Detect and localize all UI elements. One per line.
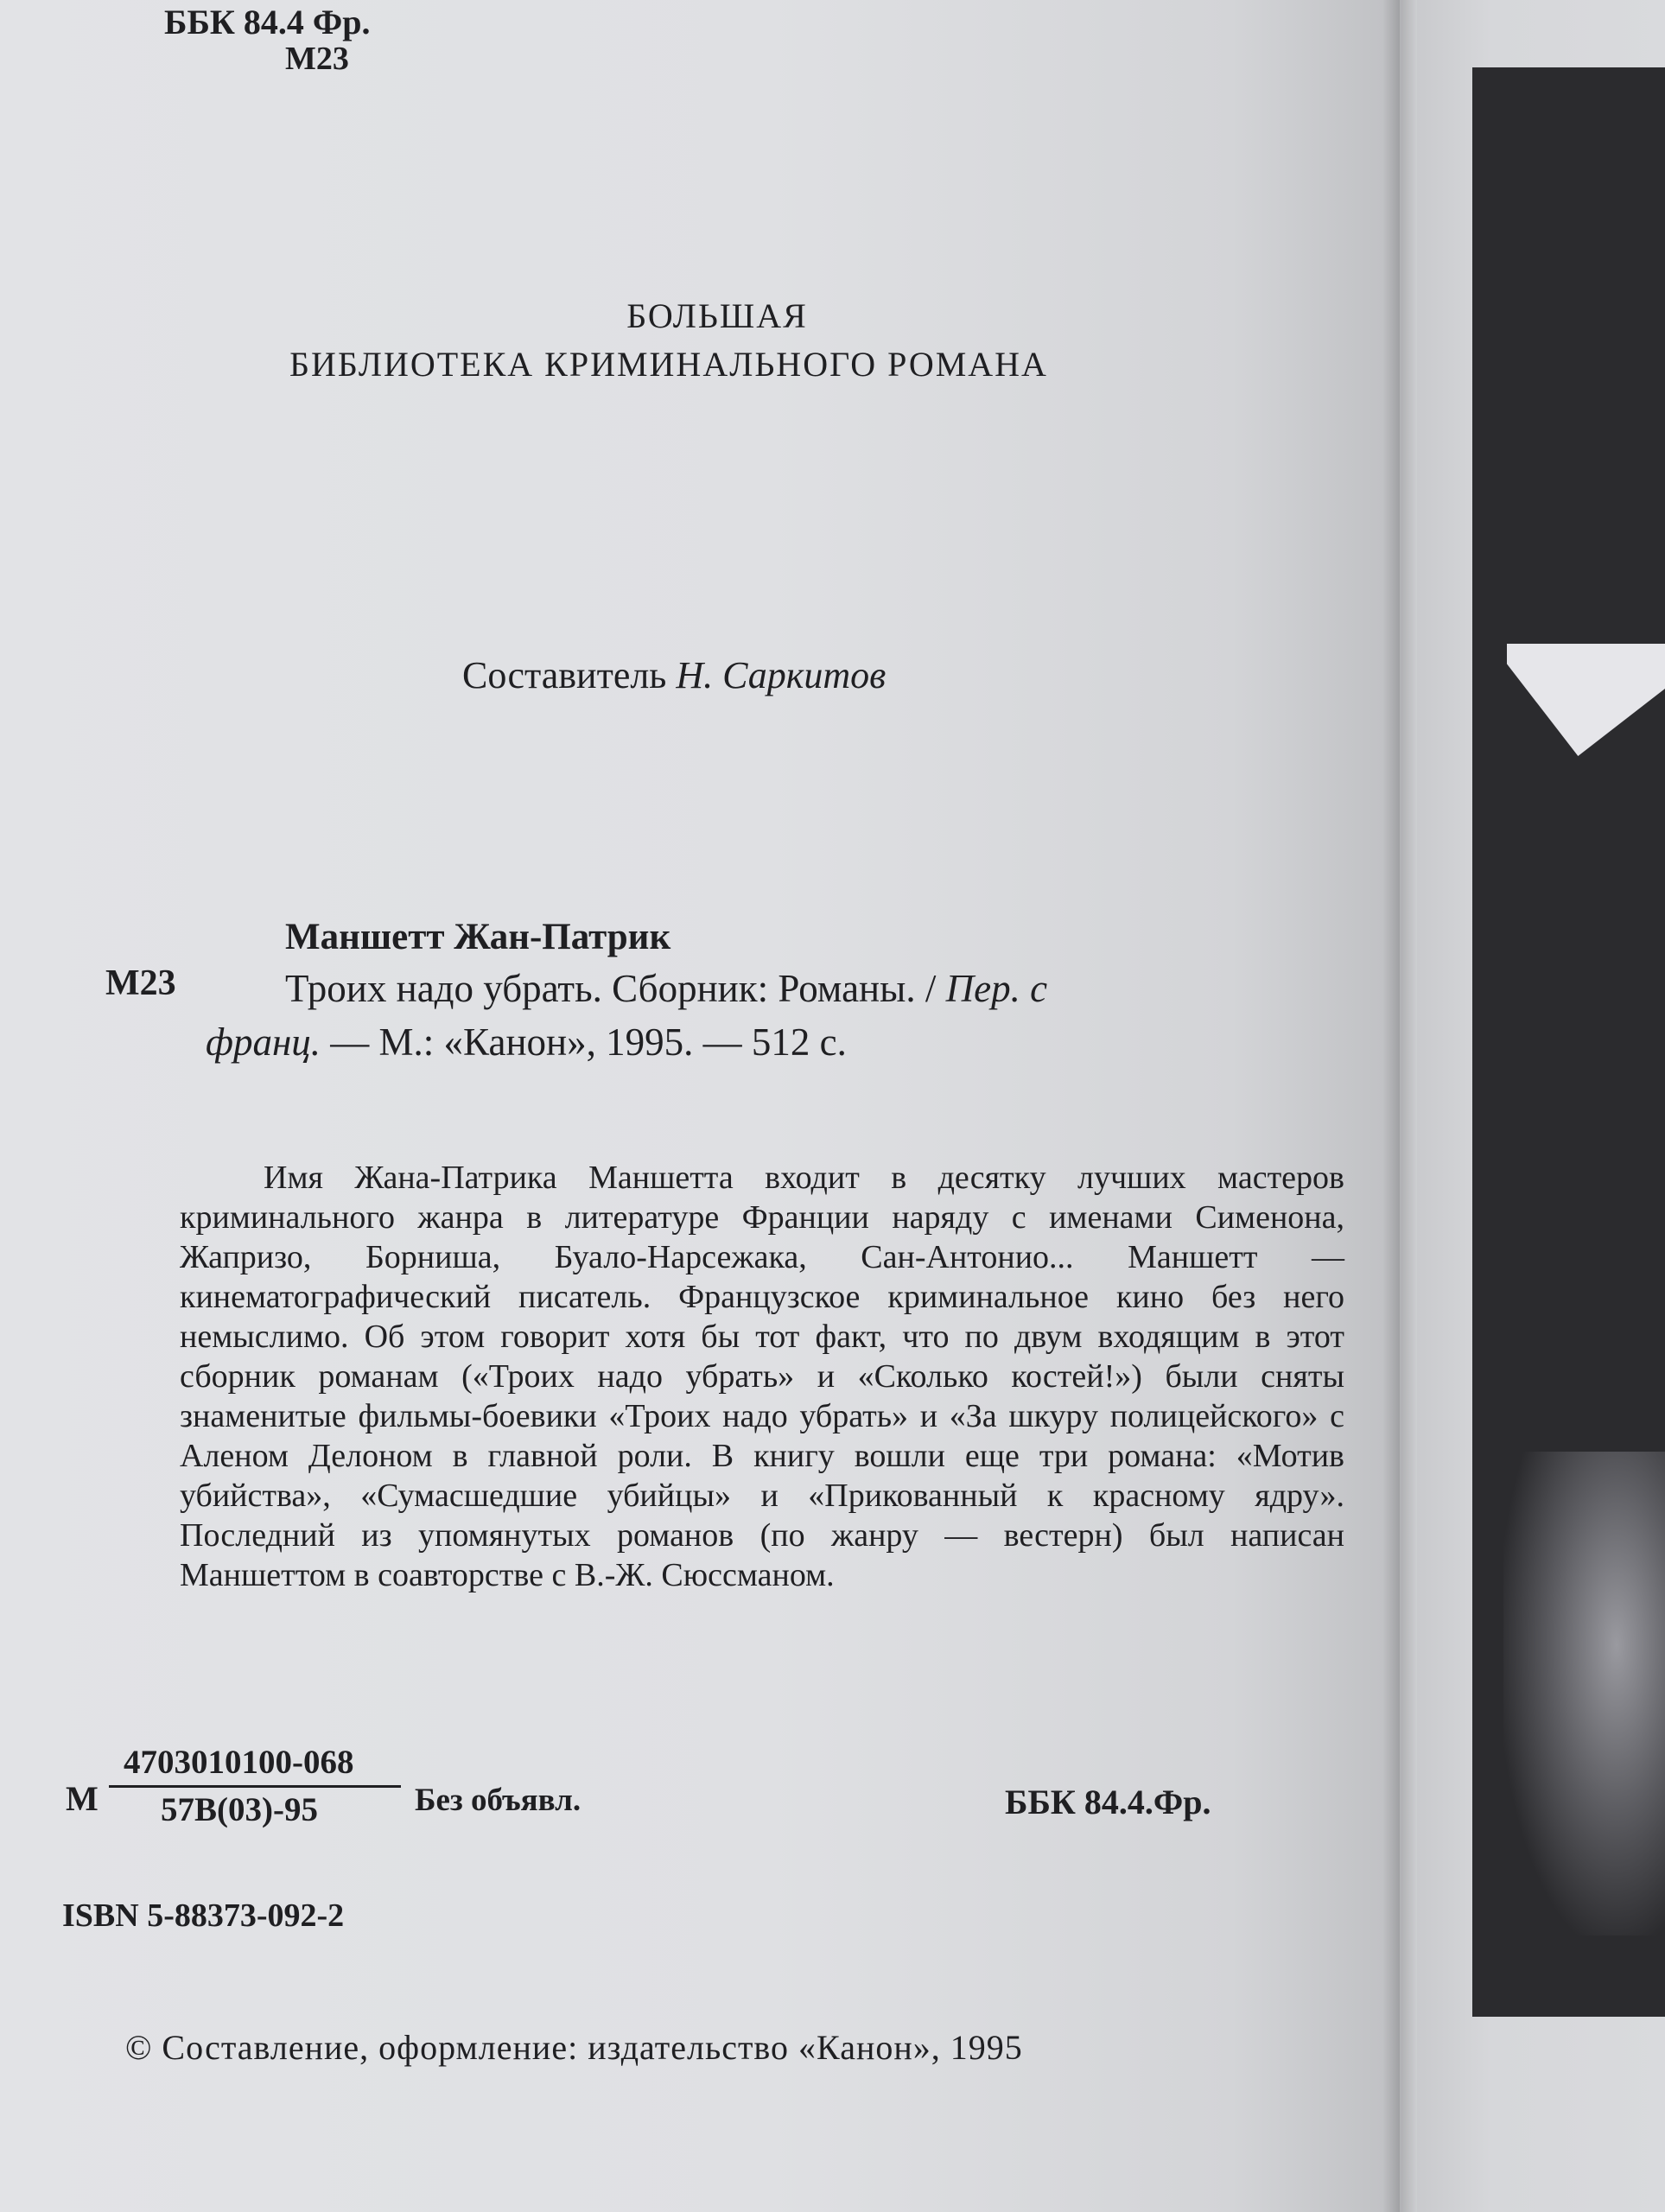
facing-page-photo-highlight	[1503, 1452, 1665, 1936]
series-title-line-1: БОЛЬШАЯ	[626, 296, 808, 335]
bibliographic-description-line-1	[285, 966, 1047, 1011]
translation-note: Пер. с	[945, 967, 1048, 1010]
annotation-paragraph: Имя Жана-Патрика Маншетта входит в десятку лучших мастеров криминального жанра в литературе Франции наряду с именами Сименона, Жапризо, Борниша, Буало-Нарсежака, Сан-Антонио... Маншетт — кинематографический писатель. Французское криминальное кино без него немыслимо. Об этом говорит хотя бы тот факт, что по двум входящим в этот сборник романам («Троих надо убрать» и «Сколько костей!») были сняты знаменитые фильмы-боевики «Троих надо убрать» и «За шкуру полицейского» с Аленом Делоном в главной роли. В книгу вошли еще три романа: «Мотив убийства», «Сумасшедшие убийцы» и «Прикованный к красному ядру». Последний из упомянутых романов (по жанру — вестерн) был написан Маншеттом в соавторстве с В.-Ж. Сюссманом.	[180, 1160, 1344, 1593]
compiler-name: Н. Саркитов	[676, 654, 887, 696]
author-heading: Маншетт Жан-Патрик	[285, 917, 671, 957]
bibliographic-description-line-2	[206, 1020, 847, 1065]
title-and-type: Троих надо убрать. Сборник: Романы. /	[285, 967, 946, 1010]
imprint-fraction-line	[109, 1785, 401, 1788]
author-code: М23	[105, 963, 176, 1003]
imprint-numerator: 4703010100-068	[124, 1744, 354, 1781]
author-code-top: М23	[285, 41, 349, 77]
translation-language: франц.	[206, 1020, 321, 1064]
isbn-number: ISBN 5-88373-092-2	[62, 1897, 345, 1934]
compiler-credit	[462, 653, 886, 697]
imprint-denominator: 57В(03)-95	[161, 1791, 318, 1828]
publisher-year-pages: — М.: «Канон», 1995. — 512 с.	[321, 1020, 847, 1064]
no-advertisement-note: Без объявл.	[415, 1783, 581, 1818]
bbk-classification-bottom: ББК 84.4.Фр.	[1005, 1783, 1211, 1821]
copyright-notice: © Составление, оформление: издательство «Канон», 1995	[125, 2028, 1023, 2067]
compiler-label: Составитель	[462, 654, 667, 696]
series-title-line-2: БИБЛИОТЕКА КРИМИНАЛЬНОГО РОМАНА	[289, 345, 1048, 384]
bbk-classification-top: ББК 84.4 Фр.	[164, 3, 371, 41]
imprint-letter: М	[66, 1779, 99, 1818]
